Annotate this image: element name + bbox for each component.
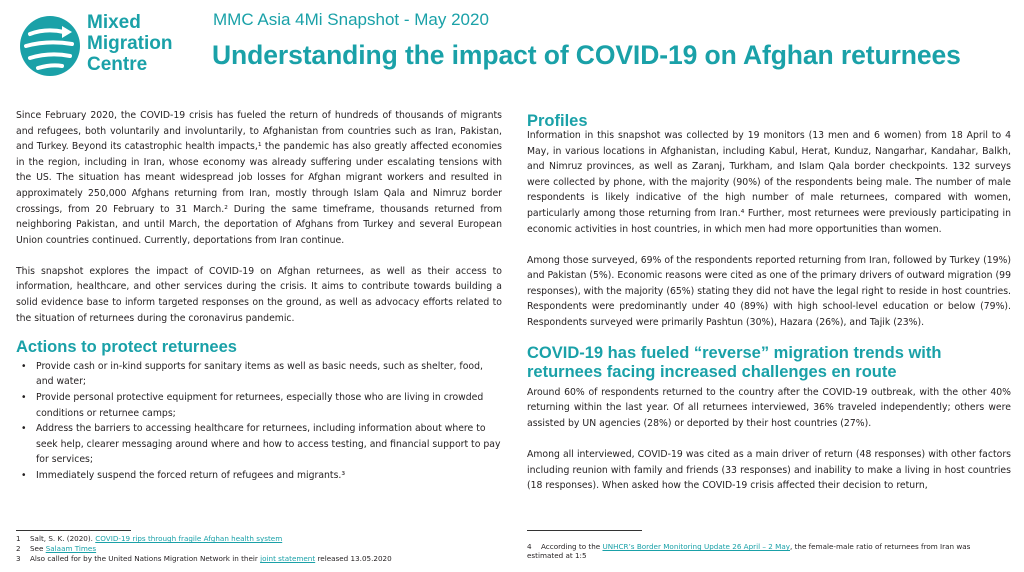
footnote-1 xyxy=(16,534,282,543)
report-subtitle: MMC Asia 4Mi Snapshot - May 2020 xyxy=(213,10,489,29)
logo-line-2: Migration xyxy=(87,33,173,54)
footnote-2 xyxy=(16,544,96,553)
mmc-logo-text xyxy=(87,12,173,75)
footnote-number: 2 xyxy=(16,544,21,553)
footnote-link[interactable]: COVID-19 rips through fragile Afghan health system xyxy=(95,534,283,543)
covid-paragraph-1: Around 60% of respondents returned to the country after the COVID-19 outbreak, with the other 40% returning within the last year. Of all returnees interviewed, 36% traveled independently; others were assisted by UN agencies (28%) or deported by their host countries (27%). xyxy=(527,386,1011,429)
footnote-divider xyxy=(16,530,131,531)
footnote-3 xyxy=(16,554,392,563)
actions-list xyxy=(16,359,502,484)
list-item: • Provide cash or in-kind supports for sanitary items as well as basic needs, such as shelter, food, and water; xyxy=(36,359,502,390)
scope-paragraph: This snapshot explores the impact of COVID-19 on Afghan returnees, as well as their access to information, healthcare, and other services during the crisis. It aims to contribute towards building a solid evidence base to inform targeted responses on the ground, as well as advocacy efforts related to the situation of returnees during the coronavirus pandemic. xyxy=(16,265,502,324)
covid-paragraph-2: Among all interviewed, COVID-19 was cited as a main driver of return (48 responses) with other factors including reunion with family and friends (33 responses) and inability to make a living in host countries (18 responses). When asked how the COVID-19 crisis affected their decision to return, xyxy=(527,448,1011,492)
logo-line-3: Centre xyxy=(87,54,148,75)
list-item: • Address the barriers to accessing healthcare for returnees, including information about where to seek help, clearer messaging around where and how to access testing, and financial support to pay for services; xyxy=(36,421,502,468)
mmc-logo xyxy=(18,12,173,80)
footnote-text: According to the xyxy=(541,542,603,551)
list-item: • Immediately suspend the forced return of refugees and migrants.³ xyxy=(36,468,502,484)
footnote-4 xyxy=(527,542,1007,561)
logo-line-1: Mixed xyxy=(87,12,141,33)
mmc-logo-mark-icon xyxy=(18,14,82,78)
profiles-paragraph-2: Among those surveyed, 69% of the respondents reported returning from Iran, followed by Turkey (19%) and Pakistan (5%). Economic reasons were cited as one of the primary drivers of outward migration (99 responses), with the majority (65%) stating they did not have the legal right to reside in host countries. Respondents were predominantly under 40 (89%) with high school-level education or below (79%). Respondents surveyed were primarily Pashtun (30%), Hazara (26%), and Tajik (23%). xyxy=(527,254,1011,329)
footnote-text: , the female-male ratio of returnees from Iran was estimated at 1:5 xyxy=(527,542,971,561)
profiles-paragraph-1: Information in this snapshot was collected by 19 monitors (13 men and 6 women) from 18 April to 4 May, in various locations in Afghanistan, including Kabul, Herat, Kunduz, Nangarhar, Kandahar, Balkh, and Nimruz provinces, as well as Zaranj, Turkham, and Islam Qala border checkpoints. 132 surveys were collected by phone, with the majority (90%) of the respondents being male. The number of male respondents is likely indicative of the high number of male returnees, compared with women, particularly among those returning from Iran.⁴ Further, most returnees were previously participating in economic activities in host countries, in which men had more opportunities than women. xyxy=(527,130,1011,235)
footnote-divider xyxy=(527,530,642,531)
covid-heading: COVID-19 has fueled “reverse” migration trends with returnees facing increased challenges en route xyxy=(527,343,942,382)
profiles-heading: Profiles xyxy=(527,112,588,130)
page-title: Understanding the impact of COVID-19 on Afghan returnees xyxy=(212,40,961,70)
footnote-number: 3 xyxy=(16,554,21,563)
actions-heading: Actions to protect returnees xyxy=(16,338,237,357)
intro-paragraph: Since February 2020, the COVID-19 crisis has fueled the return of hundreds of thousands of migrants and refugees, both voluntarily and involuntarily, to Afghanistan from countries such as Iran, Pakistan, and Turkey. Beyond its catastrophic health impacts,¹ the pandemic has also greatly affected economies in the region, including in Iran, whose economy was already suffering under escalating tensions with the US. The situation has meant widespread job losses for Afghan migrant workers and resulted in approximately 250,000 Afghans returning from Iran, mostly through Islam Qala and Nimruz border crossings, from 20 February to 31 March.² During the same timeframe, thousands returned from neighboring Pakistan, and until March, the deportation of Afghans from Turkey and several European Union countries continued. Currently, deportations from Iran continue. xyxy=(16,110,502,246)
footnote-text: Also called for by the United Nations Migration Network in their xyxy=(30,554,261,563)
footnote-link[interactable]: Salaam Times xyxy=(45,544,97,553)
footnote-number: 4 xyxy=(527,542,532,551)
footnote-text: See xyxy=(30,544,46,553)
left-column xyxy=(16,108,502,483)
list-item: • Provide personal protective equipment for returnees, especially those who are living in crowded conditions or returnee camps; xyxy=(36,390,502,421)
footnote-text: Salt, S. K. (2020). xyxy=(30,534,96,543)
right-column xyxy=(527,128,1011,494)
footnote-text: released 13.05.2020 xyxy=(315,554,392,563)
footnote-link[interactable]: joint statement xyxy=(260,554,316,563)
footnote-number: 1 xyxy=(16,534,21,543)
footnote-link[interactable]: UNHCR’s Border Monitoring Update 26 April – 2 May xyxy=(602,542,790,551)
